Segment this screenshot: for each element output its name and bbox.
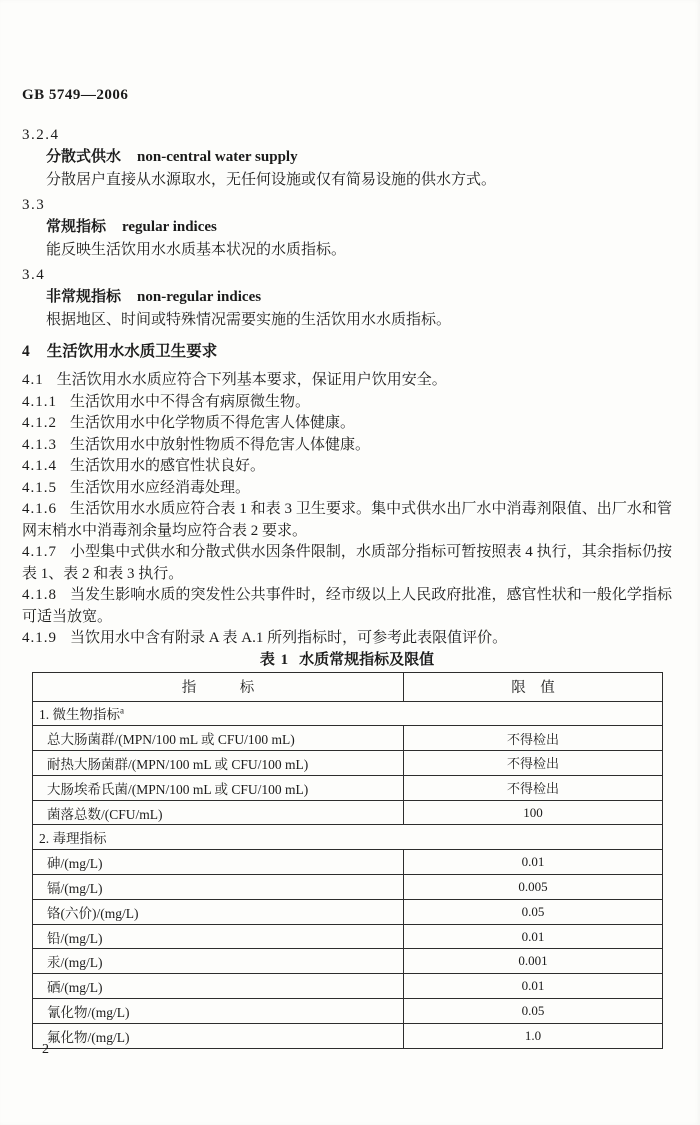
clause [22, 392, 672, 414]
term-chinese: 非常规指标 [46, 289, 122, 305]
clause-text: 当饮用水中含有附录 A 表 A.1 所列指标时，可参考此表限值评价。 [70, 630, 508, 646]
definition-block [22, 124, 672, 192]
clause [22, 413, 672, 435]
clause-number: 4.1.5 [22, 479, 57, 496]
indicator-cell: 氟化物/(mg/L) [33, 1023, 404, 1048]
clause-number: 4.1.1 [22, 393, 57, 410]
chapter-title: 生活饮用水水质卫生要求 [46, 343, 218, 360]
table-caption [32, 652, 662, 669]
clause-number: 4.1.2 [22, 415, 57, 431]
definition-number: 3.4 [22, 267, 46, 283]
term-english: regular indices [122, 219, 217, 235]
indicator-cell: 铬(六价)/(mg/L) [33, 899, 404, 924]
indicator-cell: 耐热大肠菌群/(MPN/100 mL 或 CFU/100 mL) [33, 751, 404, 776]
definition-block [22, 194, 672, 262]
limit-cell: 0.01 [404, 924, 663, 949]
term-chinese: 分散式供水 [46, 149, 122, 165]
clause-text: 小型集中式供水和分散式供水因条件限制，水质部分指标可暂按照表 4 执行，其余指标仍按表 1、表 2 和表 3 执行。 [22, 544, 672, 582]
limit-cell: 0.001 [404, 949, 663, 974]
indicator-cell: 菌落总数/(CFU/mL) [33, 800, 404, 825]
clause-text: 生活饮用水水质应符合下列基本要求，保证用户饮用安全。 [56, 372, 447, 388]
table-body [33, 701, 663, 1048]
clause-text: 生活饮用水中放射性物质不得危害人体健康。 [70, 436, 371, 453]
table-row [33, 899, 663, 924]
limit-cell: 不得检出 [404, 775, 663, 800]
table-row [33, 999, 663, 1024]
table-row [33, 949, 663, 974]
table-group-row [33, 825, 663, 850]
table-header [33, 672, 663, 701]
table-header-row [33, 672, 663, 701]
clause-number: 4.1.3 [22, 436, 57, 453]
definition-number: 3.3 [22, 197, 46, 213]
term-line [22, 286, 672, 309]
table-row [33, 850, 663, 875]
limit-cell: 0.01 [404, 850, 663, 875]
clause-number: 4.1.8 [22, 587, 57, 603]
definition-text: 能反映生活饮用水水质基本状况的水质指标。 [46, 242, 347, 258]
limit-cell: 0.05 [404, 999, 663, 1024]
indicator-cell: 汞/(mg/L) [33, 949, 404, 974]
term-line [22, 146, 672, 169]
term-english: non-regular indices [137, 289, 262, 305]
clause-text: 生活饮用水水质应符合表 1 和表 3 卫生要求。集中式供水出厂水中消毒剂限值、出厂水和管网末梢水中消毒剂余量均应符合表 2 要求。 [22, 501, 672, 539]
group-label: 2. 毒理指标 [33, 825, 663, 850]
indicator-cell: 大肠埃希氏菌/(MPN/100 mL 或 CFU/100 mL) [33, 775, 404, 800]
page-number: 2 [42, 1042, 49, 1057]
indicator-cell: 氰化物/(mg/L) [33, 999, 404, 1024]
term-chinese: 常规指标 [46, 219, 107, 235]
table-group-row [33, 701, 663, 726]
term-english: non-central water supply [137, 149, 298, 165]
clause-number: 4.1.4 [22, 458, 57, 474]
clause-number: 4.1.6 [22, 501, 57, 517]
clause [22, 478, 672, 500]
limit-cell: 0.01 [404, 974, 663, 999]
indicator-column-header: 指 标 [33, 672, 404, 701]
table-row [33, 974, 663, 999]
indicator-cell: 镉/(mg/L) [33, 875, 404, 900]
table-row [33, 751, 663, 776]
table-caption-label: 表 1 [259, 651, 290, 668]
limit-cell: 100 [404, 800, 663, 825]
water-quality-indicators-table [32, 672, 663, 1049]
clause-text: 生活饮用水应经消毒处理。 [70, 479, 251, 496]
indicator-cell: 硒/(mg/L) [33, 974, 404, 999]
limit-cell: 0.05 [404, 899, 663, 924]
requirement-clauses [22, 370, 672, 650]
table-caption-title: 水质常规指标及限值 [299, 651, 435, 668]
footnote-marker: a [120, 705, 124, 716]
table-row [33, 924, 663, 949]
clause-number: 4.1.9 [22, 630, 57, 646]
clause-number: 4.1 [22, 372, 44, 388]
definition-text: 根据地区、时间或特殊情况需要实施的生活饮用水水质指标。 [46, 312, 452, 328]
limit-cell: 不得检出 [404, 751, 663, 776]
term-line [22, 216, 672, 239]
chapter-heading [22, 340, 672, 364]
clause-text: 当发生影响水质的突发性公共事件时，经市级以上人民政府批准，感官性状和一般化学指标可适当放宽。 [22, 587, 672, 625]
clause [22, 456, 672, 478]
indicator-cell: 铅/(mg/L) [33, 924, 404, 949]
table-row [33, 875, 663, 900]
standard-code: GB 5749—2006 [22, 87, 129, 103]
clause [22, 499, 672, 542]
limit-cell: 不得检出 [404, 726, 663, 751]
definition-number: 3.2.4 [22, 127, 60, 143]
clause-text: 生活饮用水的感官性状良好。 [70, 458, 266, 474]
table-row [33, 1023, 663, 1048]
chapter-number: 4 [22, 343, 31, 360]
table-row [33, 726, 663, 751]
terms-and-definitions-section [22, 124, 672, 332]
limit-cell: 1.0 [404, 1023, 663, 1048]
clause [22, 585, 672, 628]
clause [22, 542, 672, 585]
definition-text: 分散居户直接从水源取水，无任何设施或仅有简易设施的供水方式。 [46, 172, 497, 188]
group-label: 1. 微生物指标$^a$ [33, 701, 663, 726]
limit-column-header: 限 值 [404, 672, 663, 701]
clause [22, 435, 672, 457]
clause [22, 628, 672, 650]
clause [22, 370, 672, 392]
clause-number: 4.1.7 [22, 544, 57, 560]
indicator-cell: 砷/(mg/L) [33, 850, 404, 875]
table-row [33, 800, 663, 825]
table-row [33, 775, 663, 800]
clause-text: 生活饮用水中不得含有病原微生物。 [70, 393, 311, 410]
clause-text: 生活饮用水中化学物质不得危害人体健康。 [70, 415, 356, 431]
definition-block [22, 264, 672, 332]
limit-cell: 0.005 [404, 875, 663, 900]
indicator-cell: 总大肠菌群/(MPN/100 mL 或 CFU/100 mL) [33, 726, 404, 751]
